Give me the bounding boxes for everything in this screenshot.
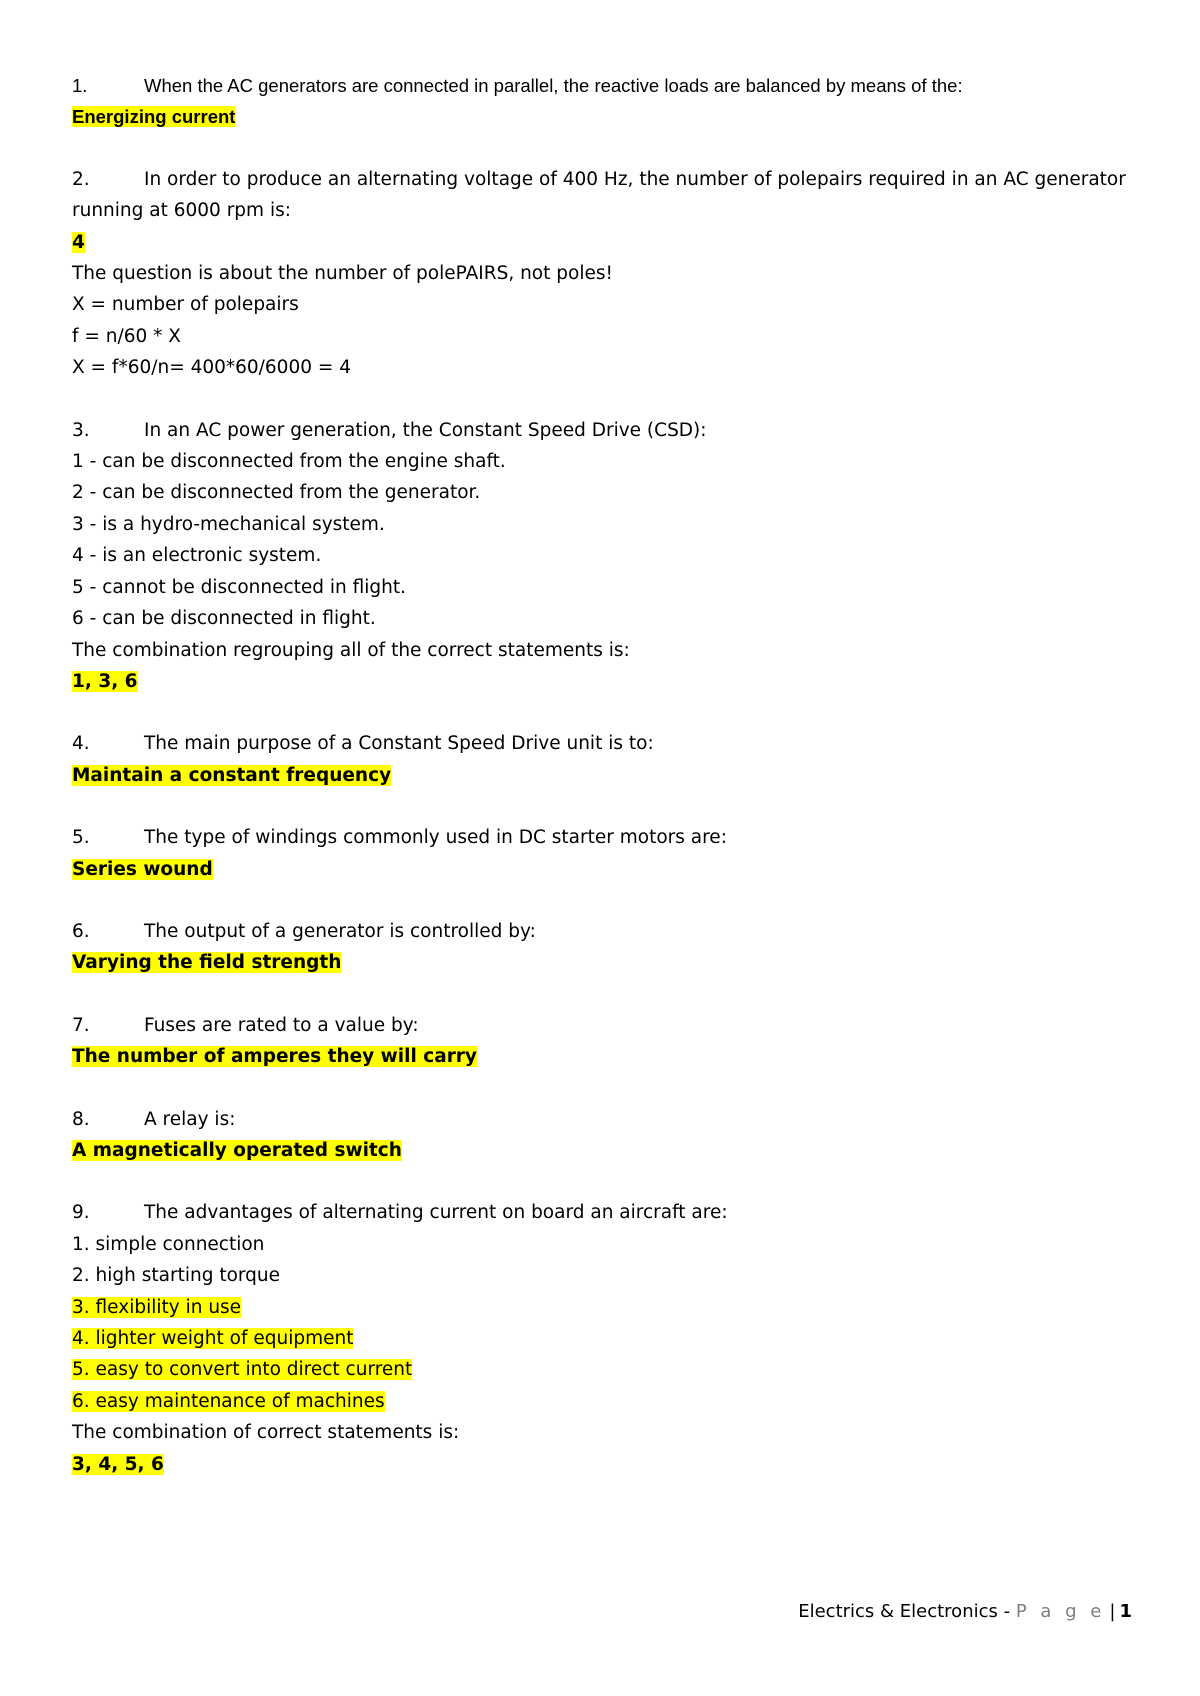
question-8 <box>72 1104 1132 1167</box>
statement-item: 6 - can be disconnected in flight. <box>72 608 376 630</box>
question-number: 4. <box>72 733 90 755</box>
question-number: 8. <box>72 1108 90 1130</box>
explanation-line: f = n/60 * X <box>72 325 181 347</box>
statement-item-highlighted: 6. easy maintenance of machines <box>72 1390 385 1412</box>
question-8-answer: A magnetically operated switch <box>72 1139 402 1161</box>
question-8-text: 8. A relay is: <box>72 1104 1132 1135</box>
statement-item-highlighted: 4. lighter weight of equipment <box>72 1328 354 1349</box>
statement-item: 2. high starting torque <box>72 1265 281 1287</box>
statement-item: 3 - is a hydro-mechanical system. <box>72 513 385 535</box>
question-6-answer: Varying the field strength <box>72 952 342 974</box>
question-6 <box>72 916 1132 979</box>
question-number: 9. <box>72 1202 90 1224</box>
question-6-text: 6. The output of a generator is controlled by: <box>72 916 1132 947</box>
question-5 <box>72 822 1132 885</box>
statement-item-highlighted: 3. flexibility in use <box>72 1296 242 1318</box>
question-3 <box>72 415 1132 698</box>
question-4-answer: Maintain a constant frequency <box>72 764 392 786</box>
question-3-text: 3. In an AC power generation, the Constant Speed Drive (CSD): <box>72 415 1132 446</box>
question-number: 6. <box>72 920 90 942</box>
question-1-text: 1. When the AC generators are connected in parallel, the reactive loads are balanced by means of the: <box>72 70 1132 101</box>
question-2-text: 2. In order to produce an alternating voltage of 400 Hz, the number of polepairs required in an AC generator running at 6000 rpm is: <box>72 164 1132 227</box>
question-number: 2. <box>72 168 90 190</box>
question-2 <box>72 164 1132 384</box>
statement-item: 4 - is an electronic system. <box>72 545 322 567</box>
question-number: 3. <box>72 419 90 441</box>
question-1-answer: Energizing current <box>72 106 236 128</box>
question-7 <box>72 1010 1132 1073</box>
footer-page-number: 1 <box>1119 1601 1132 1622</box>
footer-title: Electrics & Electronics - <box>798 1601 1016 1622</box>
explanation-line: The question is about the number of polePAIRS, not poles! <box>72 263 613 285</box>
question-9 <box>72 1197 1132 1480</box>
document-page <box>72 70 1132 1511</box>
combination-prompt: The combination of correct statements is: <box>72 1422 460 1444</box>
question-number: 1. <box>72 75 88 96</box>
question-3-answer: 1, 3, 6 <box>72 670 138 692</box>
question-2-answer: 4 <box>72 231 85 253</box>
question-9-answer: 3, 4, 5, 6 <box>72 1453 164 1475</box>
question-4 <box>72 728 1132 791</box>
explanation-line: X = f*60/n= 400*60/6000 = 4 <box>72 357 352 379</box>
question-1 <box>72 70 1132 133</box>
question-number: 7. <box>72 1014 90 1036</box>
statement-item: 1. simple connection <box>72 1233 265 1255</box>
statement-item-highlighted: 5. easy to convert into direct current <box>72 1359 413 1381</box>
question-number: 5. <box>72 827 90 849</box>
statement-item: 2 - can be disconnected from the generator. <box>72 482 481 504</box>
question-9-text: 9. The advantages of alternating current on board an aircraft are: <box>72 1197 1132 1228</box>
combination-prompt: The combination regrouping all of the correct statements is: <box>72 639 630 661</box>
page-footer <box>798 1600 1132 1624</box>
footer-page-label: P a g e <box>1015 1601 1106 1622</box>
question-7-text: 7. Fuses are rated to a value by: <box>72 1010 1132 1041</box>
question-7-answer: The number of amperes they will carry <box>72 1046 477 1068</box>
question-4-text: 4. The main purpose of a Constant Speed Drive unit is to: <box>72 728 1132 759</box>
statement-item: 1 - can be disconnected from the engine shaft. <box>72 451 506 473</box>
footer-separator: | <box>1109 1601 1116 1622</box>
explanation-line: X = number of polepairs <box>72 294 299 316</box>
question-5-answer: Series wound <box>72 858 213 880</box>
question-5-text: 5. The type of windings commonly used in DC starter motors are: <box>72 822 1132 853</box>
statement-item: 5 - cannot be disconnected in flight. <box>72 576 407 598</box>
